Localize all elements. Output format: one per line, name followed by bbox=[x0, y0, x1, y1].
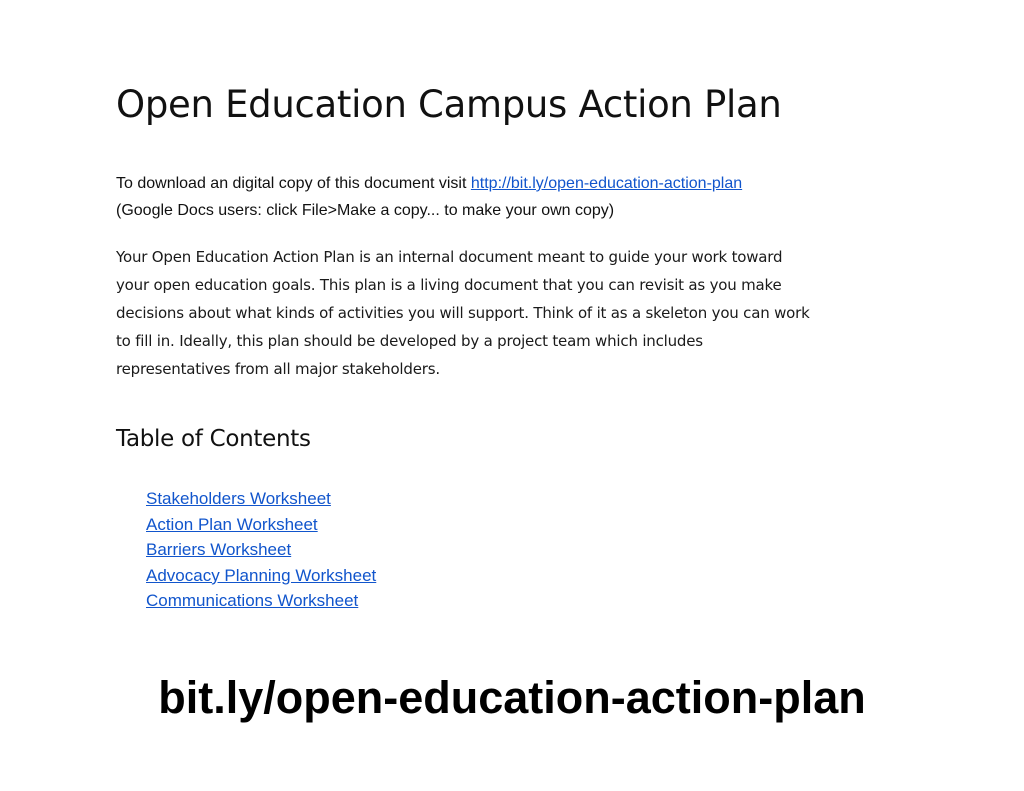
toc-item-advocacy-planning bbox=[146, 563, 376, 589]
toc-link-barriers[interactable]: Barriers Worksheet bbox=[146, 540, 292, 559]
slide-url-caption: bit.ly/open-education-action-plan bbox=[158, 672, 866, 723]
toc-item-communications bbox=[146, 588, 376, 614]
toc-link-stakeholders[interactable]: Stakeholders Worksheet bbox=[146, 489, 331, 508]
intro-line: to fill in. Ideally, this plan should be developed by a project team which includes bbox=[116, 332, 703, 350]
table-of-contents bbox=[146, 486, 376, 614]
toc-item-stakeholders bbox=[146, 486, 376, 512]
download-instructions bbox=[116, 170, 742, 224]
document-screenshot bbox=[116, 78, 916, 610]
document-title: Open Education Campus Action Plan bbox=[116, 83, 782, 126]
google-docs-note: (Google Docs users: click File>Make a copy... to make your own copy) bbox=[116, 202, 615, 219]
download-text: To download an digital copy of this document visit bbox=[116, 175, 471, 192]
intro-line: your open education goals. This plan is a living document that you can revisit as you make bbox=[116, 276, 782, 294]
toc-item-action-plan bbox=[146, 512, 376, 538]
intro-line: representatives from all major stakeholders. bbox=[116, 360, 440, 378]
toc-item-barriers bbox=[146, 537, 376, 563]
intro-line: Your Open Education Action Plan is an internal document meant to guide your work toward bbox=[116, 248, 783, 266]
intro-line: decisions about what kinds of activities you will support. Think of it as a skeleton you can work bbox=[116, 304, 810, 322]
download-line bbox=[116, 170, 742, 197]
toc-link-advocacy-planning[interactable]: Advocacy Planning Worksheet bbox=[146, 565, 377, 585]
intro-paragraph bbox=[116, 243, 906, 383]
toc-link-communications[interactable]: Communications Worksheet bbox=[146, 591, 359, 610]
toc-link-action-plan[interactable]: Action Plan Worksheet bbox=[146, 514, 318, 534]
download-link[interactable]: http://bit.ly/open-education-action-plan bbox=[470, 175, 743, 192]
toc-heading: Table of Contents bbox=[116, 426, 311, 452]
